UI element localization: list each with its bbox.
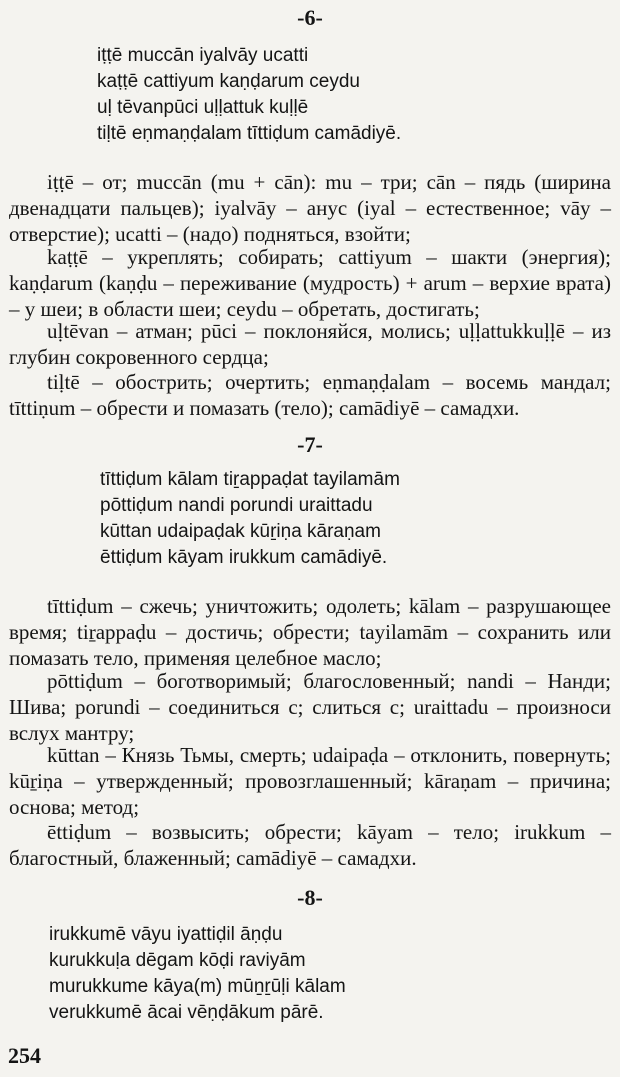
glossary-paragraph: kūttan – Князь Тьмы, смерть; udaipaḍa – отклонить, повернуть; kūṟiṇa – утвержденный; провозглашенный; kāraṇam – причина; основа; метод;: [9, 743, 611, 819]
verse-number-8: -8-: [297, 885, 323, 910]
page-number: 254: [8, 1043, 41, 1068]
glossary-paragraph: kaṭṭē – укреплять; собирать; cattiyum – шакти (энергия); kaṇḍarum (kaṇḍu – переживание (мудрость) + arum – верхие врата) – у шеи; в области шеи; ceydu – обретать, достигать;: [9, 245, 611, 321]
verse-number-6: -6-: [297, 5, 323, 30]
verse-line: tīttiḍum kālam tiṟappaḍat tayilamām: [100, 469, 400, 490]
verse-line: kurukkuḷa dēgam kōḍi raviyām: [49, 950, 306, 971]
glossary-paragraph: iṭṭē – от; muccān (mu + cān): mu – три; cān – пядь (ширина двенадцати пальцев); iyalvāy – анус (iyal – естественное; vāy – отверстие); ucatti – (надо) подняться, взойти;: [9, 170, 611, 246]
verse-line: uḷ tēvanpūci uḷḷattuk kuḷḷē: [97, 97, 309, 118]
verse-line: irukkumē vāyu iyattiḍil āṇḍu: [49, 924, 283, 945]
verse-line: pōttiḍum nandi porundi uraittadu: [100, 495, 373, 516]
verse-line: kūttan udaipaḍak kūṟiṇa kāraṇam: [100, 521, 381, 542]
verse-line: kaṭṭē cattiyum kaṇḍarum ceydu: [97, 71, 360, 92]
verse-line: tiḷtē eṇmaṇḍalam tīttiḍum camādiyē.: [97, 123, 402, 144]
glossary-paragraph: uḷtēvan – атман; pūci – поклоняйся, молись; uḷḷattukkuḷḷē – из глубин сокровенного сердца;: [9, 319, 611, 369]
verse-line: murukkume kāya(m) mūṉṟūḷi kālam: [49, 976, 346, 997]
glossary-paragraph: pōttiḍum – боготворимый; благословенный; nandi – Нанди; Шива; porundi – соединиться с; слиться с; uraittadu – произноси вслух мантру;: [9, 669, 611, 745]
verse-number-7: -7-: [297, 432, 323, 457]
verse-line: verukkumē ācai vēṇḍākum pārē.: [49, 1002, 324, 1023]
verse-line: iṭṭē muccān iyalvāy ucatti: [97, 45, 309, 66]
glossary-paragraph: ēttiḍum – возвысить; обрести; kāyam – тело; irukkum – благостный, блаженный; camādiyē – самадхи.: [9, 820, 611, 870]
verse-line: ēttiḍum kāyam irukkum camādiyē.: [100, 547, 388, 568]
glossary-paragraph: tīttiḍum – сжечь; уничтожить; одолеть; kālam – разрушающее время; tiṟappaḍu – достичь; обрести; tayilamām – сохранить или помазать тело, применяя целебное масло;: [9, 594, 611, 670]
glossary-paragraph: tiḷtē – обострить; очертить; eṇmaṇḍalam – восемь мандал; tīttiṇum – обрести и помазать (тело); camādiyē – самадхи.: [9, 370, 611, 420]
